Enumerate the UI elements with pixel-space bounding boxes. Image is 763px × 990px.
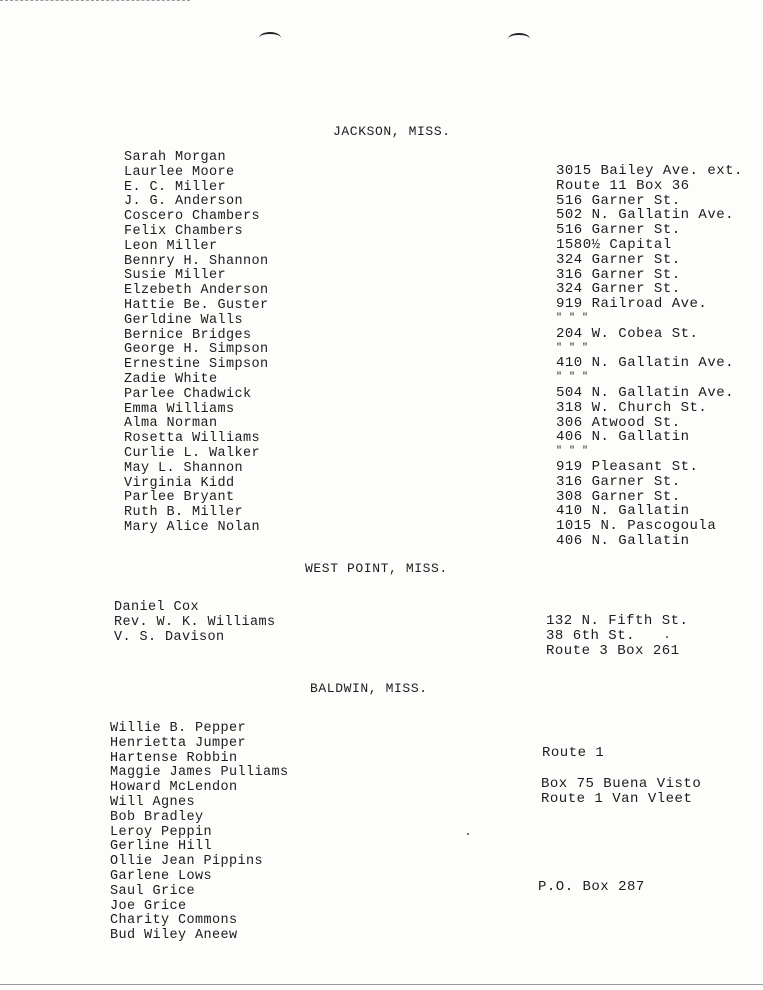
list-item: Route 3 Box 261	[546, 642, 680, 659]
list-item: 502 N. Gallatin Ave.	[556, 207, 735, 224]
list-item: 324 Garner St.	[556, 281, 681, 298]
list-item: Ruth B. Miller	[124, 505, 244, 521]
list-item: Howard McLendon	[110, 780, 238, 796]
list-item: 516 Garner St.	[556, 192, 681, 209]
west-point-addresses-list	[546, 614, 688, 658]
list-item: P.O. Box 287	[538, 879, 645, 895]
section-heading-baldwin: BALDWIN, MISS.	[310, 681, 428, 696]
list-item: 1580½ Capital	[556, 236, 672, 253]
list-item: 204 W. Cobea St.	[556, 325, 699, 342]
list-item: 3015 Bailey Ave. ext.	[556, 163, 743, 179]
list-item: Route 1 Van Vleet	[541, 790, 693, 807]
list-item: Laurlee Moore	[124, 164, 235, 180]
baldwin-address-po-box	[538, 880, 645, 895]
baldwin-names-list	[110, 722, 289, 944]
list-item: Ernestine Simpson	[124, 357, 269, 373]
list-item: Leon Miller	[124, 238, 218, 254]
list-item: 516 Garner St.	[556, 222, 681, 239]
jackson-addresses-list	[556, 164, 743, 549]
list-item: 504 N. Gallatin Ave.	[556, 384, 735, 401]
ditto-marks: " " "	[556, 446, 589, 458]
binder-hole-left	[259, 32, 281, 44]
list-item: Coscero Chambers	[124, 209, 261, 225]
ditto-marks: " " "	[556, 312, 589, 324]
list-item: Bennry H. Shannon	[124, 253, 269, 269]
ditto-marks: " " "	[556, 342, 589, 354]
binder-hole-right	[508, 33, 530, 45]
list-item: Garlene Lows	[110, 868, 213, 884]
list-item: 132 N. Fifth St.	[546, 613, 689, 629]
list-item: Felix Chambers	[124, 223, 244, 239]
list-item: Elzebeth Anderson	[124, 283, 269, 299]
list-item: Rosetta Williams	[124, 431, 261, 447]
list-item: Leroy Peppin	[110, 824, 213, 840]
list-item: Henrietta Jumper	[110, 735, 247, 751]
list-item: Saul Grice	[110, 883, 196, 899]
west-point-names-list	[114, 601, 276, 645]
list-item: Curlie L. Walker	[124, 445, 261, 461]
list-item: 406 N. Gallatin	[556, 532, 690, 549]
paper-speck	[467, 833, 469, 835]
list-item: Route 1	[542, 745, 605, 761]
list-item: George H. Simpson	[124, 342, 269, 358]
list-item: Joe Grice	[110, 898, 187, 914]
list-item: Sarah Morgan	[124, 150, 227, 165]
list-item: Rev. W. K. Williams	[114, 614, 276, 630]
jackson-names-list	[124, 151, 269, 536]
list-item: Virginia Kidd	[124, 475, 235, 491]
list-item: Daniel Cox	[114, 600, 200, 615]
list-item: Willie B. Pepper	[110, 721, 247, 736]
top-perforation	[0, 0, 190, 1]
list-item: 308 Garner St.	[556, 488, 681, 505]
list-item: Zadie White	[124, 371, 218, 387]
list-item: Parlee Bryant	[124, 490, 235, 506]
section-heading-west-point: WEST POINT, MISS.	[305, 561, 448, 576]
list-item: May L. Shannon	[124, 460, 244, 476]
list-item: Box 75 Buena Visto	[541, 776, 702, 792]
list-item: V. S. Davison	[114, 629, 225, 645]
list-item: Route 11 Box 36	[556, 177, 690, 194]
list-item: J. G. Anderson	[124, 194, 244, 210]
list-item: 919 Pleasant St.	[556, 458, 699, 475]
list-item: 318 W. Church St.	[556, 399, 708, 416]
bottom-edge-line	[0, 984, 763, 985]
section-heading-jackson: JACKSON, MISS.	[333, 124, 451, 139]
list-item: Hattie Be. Guster	[124, 297, 269, 313]
list-item: Parlee Chadwick	[124, 386, 252, 402]
list-item: 406 N. Gallatin	[556, 429, 690, 446]
list-item: Alma Norman	[124, 416, 218, 432]
list-item: 316 Garner St.	[556, 266, 681, 283]
list-item: Bud Wiley Aneew	[110, 928, 238, 944]
list-item: Mary Alice Nolan	[124, 519, 261, 535]
list-item: Charity Commons	[110, 913, 238, 929]
list-item: 316 Garner St.	[556, 473, 681, 490]
list-item: 410 N. Gallatin	[556, 503, 690, 520]
list-item: 410 N. Gallatin Ave.	[556, 355, 735, 372]
list-item: Gerldine Walls	[124, 312, 244, 328]
list-item: Emma Williams	[124, 401, 235, 417]
list-item: Bernice Bridges	[124, 327, 252, 343]
ditto-marks: " " "	[556, 372, 589, 384]
list-item: 324 Garner St.	[556, 251, 681, 268]
list-item: 919 Railroad Ave.	[556, 296, 708, 313]
list-item: Hartense Robbin	[110, 750, 238, 766]
list-item: Ollie Jean Pippins	[110, 854, 264, 870]
list-item: 306 Atwood St.	[556, 414, 681, 431]
list-item: Gerline Hill	[110, 839, 213, 855]
baldwin-address-route-1	[542, 746, 604, 761]
baldwin-addresses-list	[541, 777, 701, 807]
list-item: E. C. Miller	[124, 179, 227, 195]
list-item: 1015 N. Pascogoula	[556, 518, 717, 535]
list-item: Will Agnes	[110, 794, 196, 810]
list-item: Susie Miller	[124, 268, 227, 284]
list-item: Maggie James Pulliams	[110, 765, 289, 781]
list-item: Bob Bradley	[110, 809, 204, 825]
list-item: 38 6th St.	[546, 627, 636, 644]
